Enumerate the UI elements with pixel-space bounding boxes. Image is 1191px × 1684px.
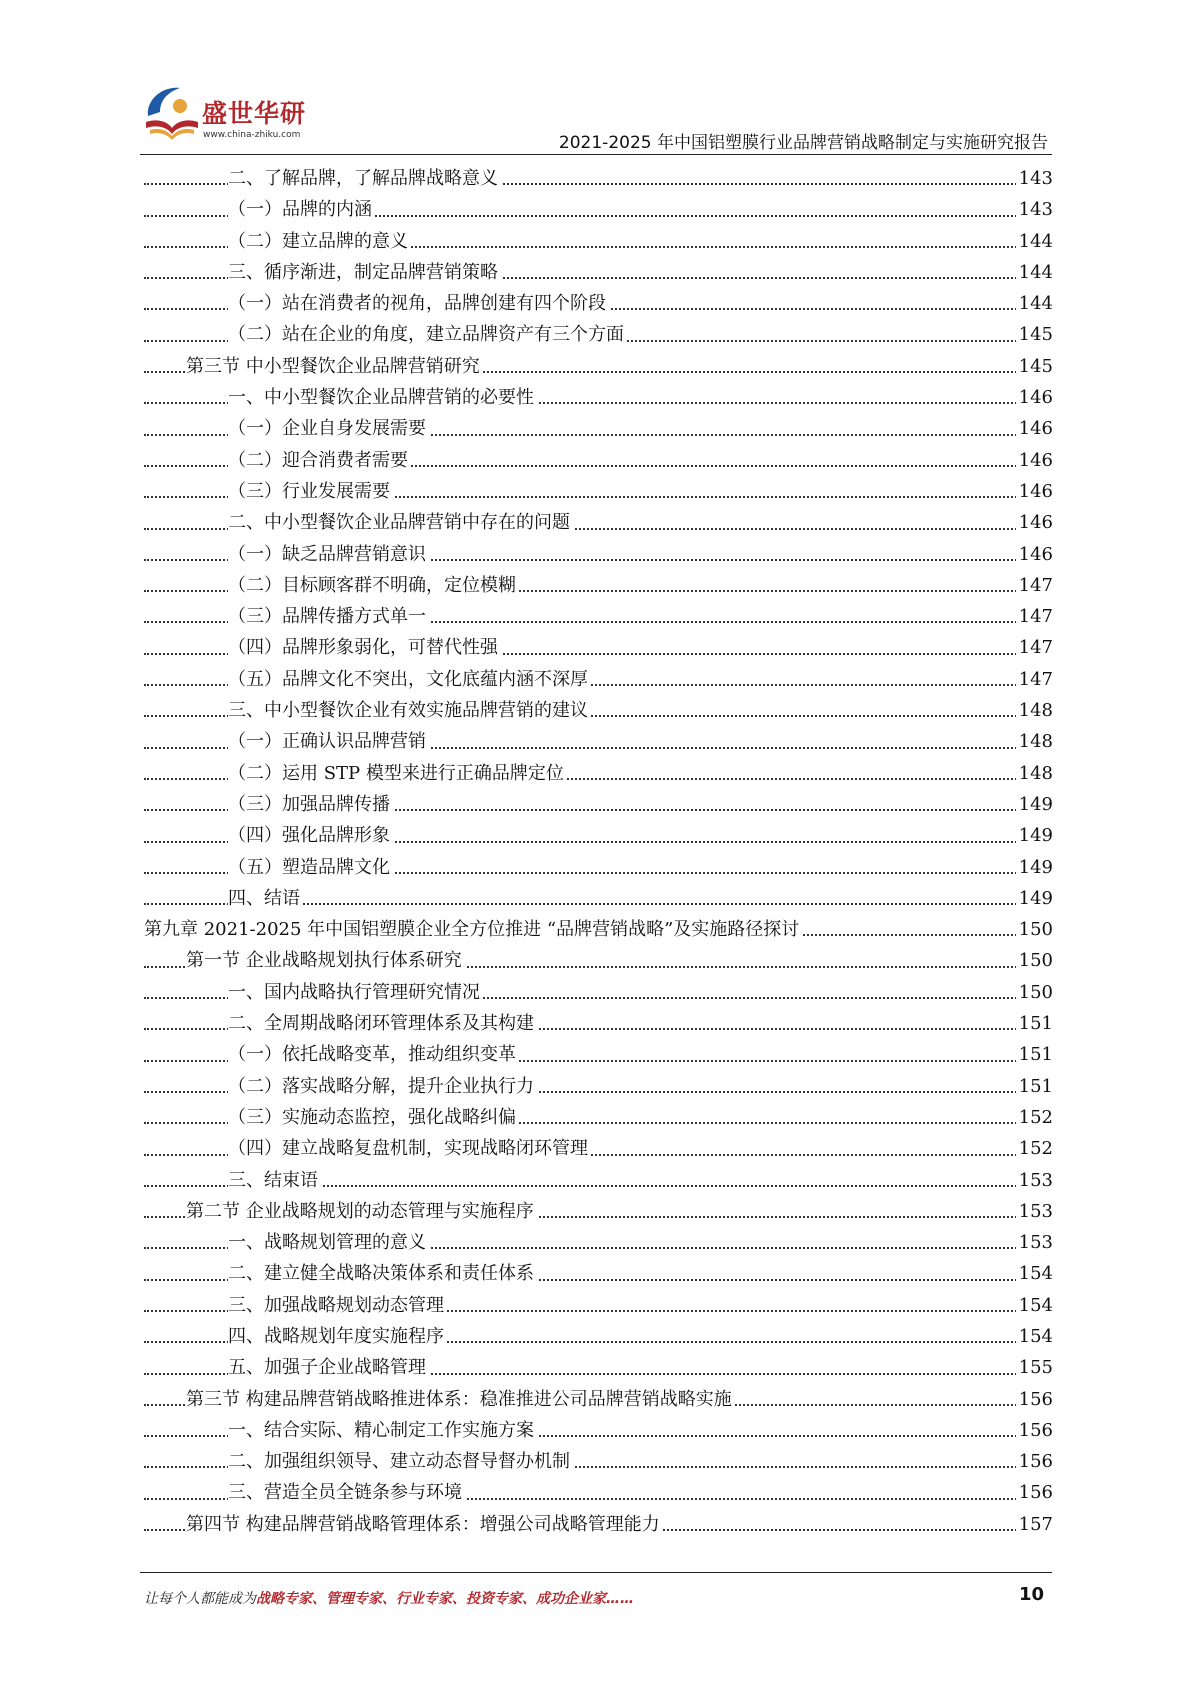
toc-entry[interactable] bbox=[144, 382, 1053, 413]
toc-entry-label: （五）品牌文化不突出，文化底蕴内涵不深厚 bbox=[228, 669, 591, 690]
toc-entry[interactable] bbox=[144, 852, 1053, 883]
toc-entry[interactable] bbox=[144, 1008, 1053, 1039]
footer-slogan-highlight: 战略专家、管理专家、行业专家、投资专家、成功企业家…… bbox=[256, 1591, 634, 1607]
report-title: 2021-2025 年中国铝塑膜行业品牌营销战略制定与实施研究报告 bbox=[558, 133, 1048, 153]
toc-entry-page: 143 bbox=[1016, 163, 1053, 194]
toc-entry-label: 一、国内战略执行管理研究情况 bbox=[228, 982, 483, 1003]
toc-entry-label: 四、结语 bbox=[228, 888, 303, 909]
logo-book-icon bbox=[140, 82, 204, 146]
toc-entry-page: 153 bbox=[1016, 1227, 1053, 1258]
toc-entry[interactable] bbox=[144, 507, 1053, 538]
toc-entry-page: 148 bbox=[1016, 695, 1053, 726]
toc-entry-label: （一）站在消费者的视角，品牌创建有四个阶段 bbox=[228, 293, 609, 314]
toc-entry-label: 三、加强战略规划动态管理 bbox=[228, 1295, 447, 1316]
toc-entry-page: 156 bbox=[1016, 1477, 1053, 1508]
toc-entry-label: 第三节 中小型餐饮企业品牌营销研究 bbox=[186, 356, 483, 377]
toc-entry[interactable] bbox=[144, 413, 1053, 444]
toc-entry[interactable] bbox=[144, 1071, 1053, 1102]
toc-entry-page: 144 bbox=[1016, 288, 1053, 319]
page-header bbox=[140, 82, 1052, 160]
toc-entry-page: 155 bbox=[1016, 1352, 1053, 1383]
toc-entry[interactable] bbox=[144, 758, 1053, 789]
toc-entry-label: （一）依托战略变革，推动组织变革 bbox=[228, 1044, 519, 1065]
toc-entry-page: 157 bbox=[1016, 1509, 1053, 1540]
toc-entry[interactable] bbox=[144, 789, 1053, 820]
toc-entry-page: 154 bbox=[1016, 1290, 1053, 1321]
toc-entry[interactable] bbox=[144, 632, 1053, 663]
toc-entry[interactable] bbox=[144, 539, 1053, 570]
toc-entry[interactable] bbox=[144, 977, 1053, 1008]
toc-entry-label: 二、中小型餐饮企业品牌营销中存在的问题 bbox=[228, 512, 573, 533]
toc-entry-page: 153 bbox=[1016, 1165, 1053, 1196]
toc-entry[interactable] bbox=[144, 1352, 1053, 1383]
toc-entry[interactable] bbox=[144, 914, 1053, 945]
toc-entry[interactable] bbox=[144, 1446, 1053, 1477]
toc-entry[interactable] bbox=[144, 945, 1053, 976]
toc-entry-page: 149 bbox=[1016, 820, 1053, 851]
toc-entry[interactable] bbox=[144, 695, 1053, 726]
toc-entry-label: 二、建立健全战略决策体系和责任体系 bbox=[228, 1263, 537, 1284]
toc-entry[interactable] bbox=[144, 883, 1053, 914]
toc-entry-label: 三、循序渐进，制定品牌营销策略 bbox=[228, 262, 501, 283]
toc-entry-label: （二）建立品牌的意义 bbox=[228, 231, 411, 252]
toc-entry[interactable] bbox=[144, 1165, 1053, 1196]
toc-entry-page: 146 bbox=[1016, 382, 1053, 413]
toc-entry-label: 第一节 企业战略规划执行体系研究 bbox=[186, 950, 465, 971]
toc-entry[interactable] bbox=[144, 1290, 1053, 1321]
toc-entry-label: （二）目标顾客群不明确，定位模糊 bbox=[228, 575, 519, 596]
toc-entry[interactable] bbox=[144, 1102, 1053, 1133]
toc-entry-page: 151 bbox=[1016, 1039, 1053, 1070]
toc-entry-label: （五）塑造品牌文化 bbox=[228, 857, 393, 878]
toc-entry[interactable] bbox=[144, 476, 1053, 507]
toc-entry-page: 150 bbox=[1016, 914, 1053, 945]
toc-entry-page: 146 bbox=[1016, 413, 1053, 444]
footer-divider bbox=[140, 1572, 1052, 1573]
company-logo bbox=[140, 82, 320, 148]
toc-entry-label: 第九章 2021-2025 年中国铝塑膜企业全方位推进 “品牌营销战略”及实施路径探讨 bbox=[144, 919, 802, 940]
toc-entry[interactable] bbox=[144, 570, 1053, 601]
toc-entry-label: （一）品牌的内涵 bbox=[228, 199, 375, 220]
toc-entry-label: 二、全周期战略闭环管理体系及其构建 bbox=[228, 1013, 537, 1034]
toc-entry[interactable] bbox=[144, 288, 1053, 319]
toc-entry-label: （二）落实战略分解，提升企业执行力 bbox=[228, 1076, 537, 1097]
toc-entry-label: （一）缺乏品牌营销意识 bbox=[228, 544, 429, 565]
toc-entry-page: 146 bbox=[1016, 445, 1053, 476]
toc-entry[interactable] bbox=[144, 1196, 1053, 1227]
toc-entry-page: 147 bbox=[1016, 632, 1053, 663]
toc-entry[interactable] bbox=[144, 445, 1053, 476]
toc-entry[interactable] bbox=[144, 1509, 1053, 1540]
toc-entry[interactable] bbox=[144, 194, 1053, 225]
toc-entry-label: 三、中小型餐饮企业有效实施品牌营销的建议 bbox=[228, 700, 591, 721]
toc-entry[interactable] bbox=[144, 163, 1053, 194]
toc-entry[interactable] bbox=[144, 1477, 1053, 1508]
toc-entry-page: 152 bbox=[1016, 1102, 1053, 1133]
toc-entry-label: 第三节 构建品牌营销战略推进体系：稳准推进公司品牌营销战略实施 bbox=[186, 1389, 735, 1410]
table-of-contents bbox=[144, 163, 1053, 1540]
footer-slogan bbox=[144, 1588, 634, 1608]
toc-entry[interactable] bbox=[144, 726, 1053, 757]
toc-entry-page: 147 bbox=[1016, 570, 1053, 601]
toc-entry-page: 148 bbox=[1016, 726, 1053, 757]
toc-entry-page: 147 bbox=[1016, 664, 1053, 695]
toc-entry-page: 150 bbox=[1016, 945, 1053, 976]
toc-entry-label: 二、了解品牌，了解品牌战略意义 bbox=[228, 168, 501, 189]
toc-entry-page: 151 bbox=[1016, 1071, 1053, 1102]
toc-entry[interactable] bbox=[144, 319, 1053, 350]
toc-entry-label: （一）企业自身发展需要 bbox=[228, 418, 429, 439]
toc-entry-label: （四）建立战略复盘机制，实现战略闭环管理 bbox=[228, 1138, 591, 1159]
toc-entry-page: 156 bbox=[1016, 1446, 1053, 1477]
toc-entry-label: 一、中小型餐饮企业品牌营销的必要性 bbox=[228, 387, 537, 408]
toc-entry-label: （一）正确认识品牌营销 bbox=[228, 731, 429, 752]
toc-entry[interactable] bbox=[144, 1258, 1053, 1289]
toc-entry-page: 145 bbox=[1016, 319, 1053, 350]
logo-url: www.china-zhiku.com bbox=[203, 130, 301, 140]
toc-entry-label: （二）站在企业的角度，建立品牌资产有三个方面 bbox=[228, 324, 627, 345]
footer-slogan-prefix: 让每个人都能成为 bbox=[144, 1591, 256, 1607]
toc-entry[interactable] bbox=[144, 1415, 1053, 1446]
toc-entry-page: 145 bbox=[1016, 351, 1053, 382]
toc-entry-page: 156 bbox=[1016, 1415, 1053, 1446]
toc-entry[interactable] bbox=[144, 257, 1053, 288]
header-divider bbox=[140, 154, 1052, 155]
toc-entry-page: 152 bbox=[1016, 1133, 1053, 1164]
toc-entry-page: 149 bbox=[1016, 852, 1053, 883]
toc-entry-page: 143 bbox=[1016, 194, 1053, 225]
toc-entry-label: 第二节 企业战略规划的动态管理与实施程序 bbox=[186, 1201, 537, 1222]
toc-entry-label: （三）加强品牌传播 bbox=[228, 794, 393, 815]
toc-entry-label: 三、营造全员全链条参与环境 bbox=[228, 1482, 465, 1503]
toc-entry-label: （二）运用 STP 模型来进行正确品牌定位 bbox=[228, 763, 567, 784]
toc-entry-label: 五、加强子企业战略管理 bbox=[228, 1357, 429, 1378]
toc-entry-page: 154 bbox=[1016, 1258, 1053, 1289]
toc-entry-label: （三）实施动态监控，强化战略纠偏 bbox=[228, 1107, 519, 1128]
toc-entry-label: 第四节 构建品牌营销战略管理体系：增强公司战略管理能力 bbox=[186, 1514, 663, 1535]
toc-entry-label: （四）强化品牌形象 bbox=[228, 825, 393, 846]
toc-entry-label: 一、战略规划管理的意义 bbox=[228, 1232, 429, 1253]
toc-entry-label: 二、加强组织领导、建立动态督导督办机制 bbox=[228, 1451, 573, 1472]
toc-entry-label: 一、结合实际、精心制定工作实施方案 bbox=[228, 1420, 537, 1441]
toc-entry-page: 146 bbox=[1016, 476, 1053, 507]
toc-entry-page: 147 bbox=[1016, 601, 1053, 632]
toc-entry[interactable] bbox=[144, 226, 1053, 257]
toc-entry-page: 149 bbox=[1016, 789, 1053, 820]
toc-entry[interactable] bbox=[144, 1384, 1053, 1415]
toc-entry-label: （三）品牌传播方式单一 bbox=[228, 606, 429, 627]
toc-entry-label: 四、战略规划年度实施程序 bbox=[228, 1326, 447, 1347]
toc-entry[interactable] bbox=[144, 351, 1053, 382]
page-number: 10 bbox=[1018, 1584, 1044, 1605]
toc-entry-page: 144 bbox=[1016, 226, 1053, 257]
toc-entry-label: 三、结束语 bbox=[228, 1170, 321, 1191]
toc-entry[interactable] bbox=[144, 1321, 1053, 1352]
toc-entry[interactable] bbox=[144, 1133, 1053, 1164]
toc-entry-page: 156 bbox=[1016, 1384, 1053, 1415]
logo-name: 盛世华研 bbox=[202, 99, 307, 128]
toc-entry-label: （二）迎合消费者需要 bbox=[228, 450, 411, 471]
toc-entry[interactable] bbox=[144, 1039, 1053, 1070]
toc-entry[interactable] bbox=[144, 601, 1053, 632]
toc-entry-page: 146 bbox=[1016, 539, 1053, 570]
toc-entry-page: 148 bbox=[1016, 758, 1053, 789]
toc-entry-label: （三）行业发展需要 bbox=[228, 481, 393, 502]
toc-entry-page: 146 bbox=[1016, 507, 1053, 538]
toc-entry-page: 154 bbox=[1016, 1321, 1053, 1352]
toc-entry[interactable] bbox=[144, 820, 1053, 851]
toc-entry-page: 150 bbox=[1016, 977, 1053, 1008]
toc-entry[interactable] bbox=[144, 664, 1053, 695]
toc-entry-page: 144 bbox=[1016, 257, 1053, 288]
toc-entry-page: 153 bbox=[1016, 1196, 1053, 1227]
toc-entry-page: 149 bbox=[1016, 883, 1053, 914]
toc-entry-label: （四）品牌形象弱化，可替代性强 bbox=[228, 637, 501, 658]
toc-entry-page: 151 bbox=[1016, 1008, 1053, 1039]
toc-entry[interactable] bbox=[144, 1227, 1053, 1258]
